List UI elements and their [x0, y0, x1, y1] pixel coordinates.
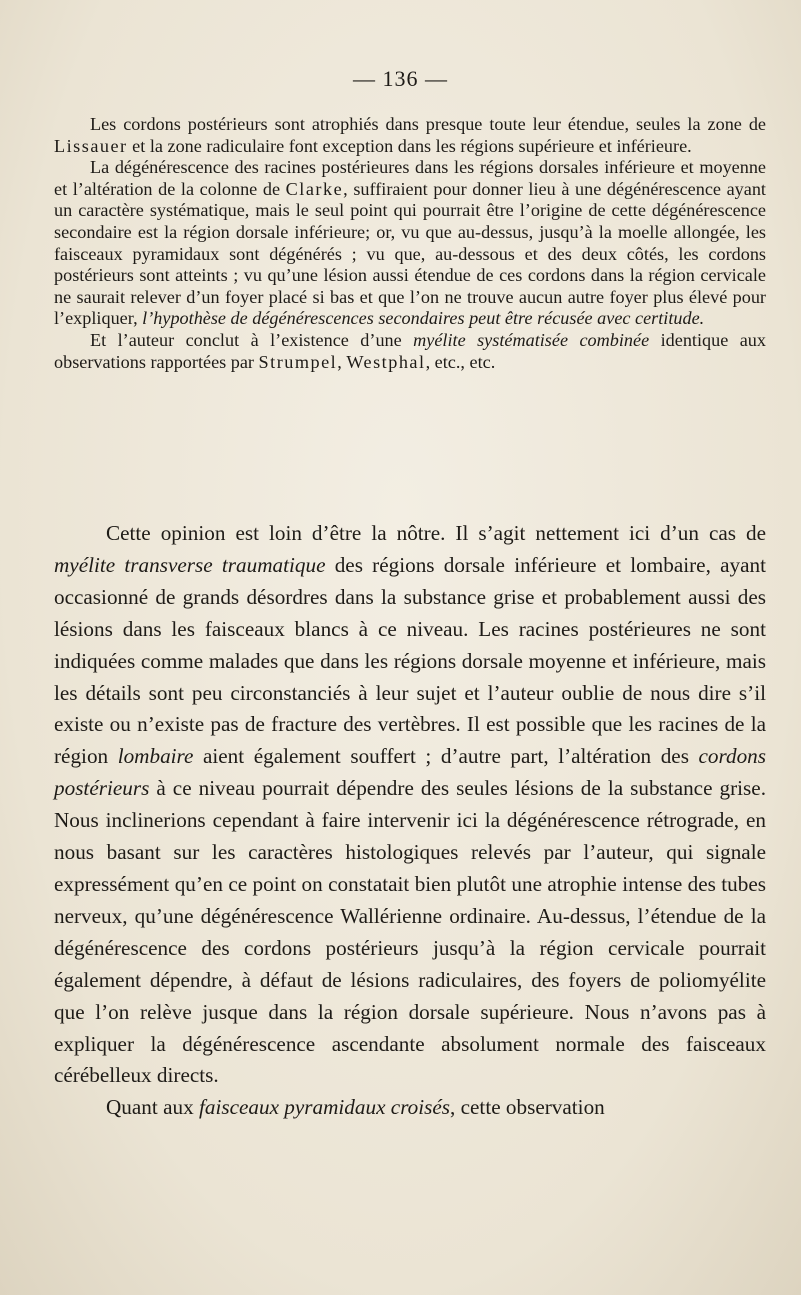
emphasis: myélite systématisée combinée: [413, 329, 650, 350]
author-name: Strumpel: [258, 351, 338, 372]
author-name: Lissauer: [54, 135, 128, 156]
text-run: , etc., etc.: [425, 351, 496, 372]
paragraph: [54, 518, 766, 1092]
text-run: , suffiraient pour donner lieu à une dégénérescence ayant un caractère systématique, mais le seul point qui pourrait être l’origine de cette dégénérescence secondaire est la région dorsale inférieure; or, vu que au-dessus, jusqu’à la moelle allongée, les faisceaux pyramidaux sont dégénérés ; vu que, au-dessous et des deux côtés, les cordons postérieurs sont atteints ; vu qu’une lésion aussi étendue de ces cordons dans la région cervicale ne saurait relever d’un foyer placé si bas et que l’on ne trouve aucun autre foyer plus élevé pour l’expliquer,: [54, 178, 766, 329]
page-number: — 136 —: [353, 66, 448, 91]
text-run: ,: [337, 351, 347, 372]
emphasis: faisceaux pyramidaux croisés: [198, 1095, 451, 1120]
text-run: Et l’auteur conclut à l’existence d’une: [90, 329, 414, 350]
emphasis: l’hypothèse de dégénérescences secondaires peut être récusée avec certitude.: [142, 308, 705, 329]
author-name: Westphal: [346, 351, 426, 372]
text-run: à ce niveau pourrait dépendre des seules lésions de la substance grise. Nous inclinerions cependant à faire intervenir ici la dégénérescence rétrograde, en nous basant sur les caractères histologiques relevés par l’auteur, qui signale expressément qu’en ce point on constatait bien plutôt une atrophie intense des tubes nerveux, qu’une dégénérescence Wallérienne ordinaire. Au-dessus, l’étendue de la dégénérescence des cordons postérieurs jusqu’à la région cervicale pourrait également dépendre, à défaut de lésions radiculaires, des foyers de poliomyélite que l’on relève jusque dans la région dorsale supérieure. Nous n’avons pas à expliquer la dégénérescence ascendante absolument normale des faisceaux cérébelleux directs.: [54, 776, 766, 1088]
author-name: Clarke: [285, 178, 344, 199]
emphasis: lombaire: [117, 744, 194, 769]
text-run: Cette opinion est loin d’être la nôtre. Il s’agit nettement ici d’un cas de: [106, 521, 766, 545]
text-run: Les cordons postérieurs sont atrophiés dans presque toute leur étendue, seules la zone de: [90, 114, 766, 134]
text-run: aient également souffert ; d’autre part, l’altération des: [193, 744, 699, 769]
paragraph: [54, 330, 766, 373]
paragraph: [54, 1092, 766, 1124]
text-run: Quant aux: [106, 1095, 199, 1120]
paragraph: [54, 114, 766, 157]
text-run: identique aux observations rapportées par: [54, 329, 766, 372]
text-run: La dégénérescence des racines postérieures dans les régions dorsales inférieure et moyenne et l’altération de la colonne de: [54, 157, 766, 199]
emphasis: myélite transverse traumatique: [54, 552, 326, 577]
text-run: et la zone radiculaire font exception dans les régions supérieure et inférieure.: [127, 135, 692, 156]
text-run: , cette observation: [450, 1095, 605, 1120]
quoted-summary: [54, 114, 766, 373]
text-run: des régions dorsale inférieure et lombaire, ayant occasionné de grands désordres dans la substance grise et probablement aussi des lésions dans les faisceaux blancs à ce niveau. Les racines postérieures ne sont indiquées comme malades que dans les régions dorsale moyenne et inférieure, mais les détails sont peu circonstanciés à leur sujet et l’auteur oublie de nous dire s’il existe ou n’existe pas de fracture des vertèbres. Il est possible que les racines de la région: [54, 552, 766, 769]
paragraph: [54, 157, 766, 330]
commentary: [54, 518, 766, 1124]
emphasis: cordons postérieurs: [54, 744, 766, 801]
